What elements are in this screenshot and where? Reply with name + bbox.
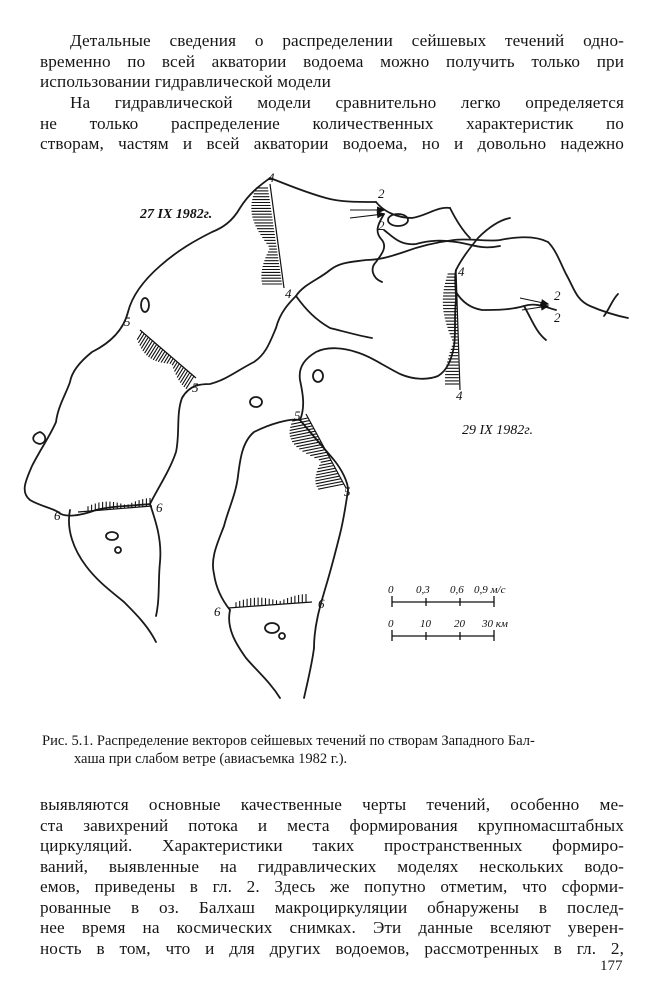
text-line: ваний, выявленные на гидравлических моделях нескольких водо- (40, 856, 624, 876)
section-label: 4 (285, 286, 292, 301)
text-line: временно по всей акватории водоема можно получить только при (40, 51, 624, 71)
text-line: створам, частям и всей акватории водоема, но и довольно надежно (40, 134, 624, 153)
date-label-upper: 27 IX 1982г. (140, 207, 213, 222)
speed-scale (392, 596, 494, 607)
page-number: 177 (600, 958, 623, 974)
section-label: 6 (318, 596, 325, 611)
current-vector (294, 439, 320, 444)
current-vector (176, 365, 182, 374)
section-label: 5 (344, 484, 351, 499)
speed-tick: 0,9 м/с (474, 584, 506, 596)
text-line: емов, приведены в гл. 2. Здесь же попутно отметим, что сформи- (40, 877, 624, 896)
text-line: ста завихрений потока и места формирования крупномасштабных (40, 815, 624, 835)
current-vector (292, 437, 318, 442)
current-vector (179, 369, 186, 380)
current-vector (317, 481, 343, 486)
lake-map-figure (0, 170, 647, 720)
text-line: рованные в оз. Балхаш макроциркуляции обнаружены в послед- (40, 897, 624, 917)
distance-tick: 30 км (482, 618, 508, 630)
second-paragraph (40, 93, 624, 155)
current-vector (318, 466, 334, 469)
current-vector (310, 452, 327, 455)
speed-tick: 0 (388, 584, 394, 596)
bottom-paragraph (40, 795, 624, 959)
text-line: Детальные сведения о распределении сейшевых течений одно- (70, 31, 624, 50)
distance-tick: 10 (420, 618, 431, 630)
section-label: 2 (378, 218, 385, 233)
current-vector (172, 360, 175, 365)
current-vector (141, 337, 148, 348)
current-vector (138, 334, 144, 343)
current-vector (170, 358, 173, 363)
speed-tick: 0,6 (450, 584, 464, 596)
distance-tick: 0 (388, 618, 394, 630)
current-vector (158, 351, 165, 361)
section-label: 4 (268, 170, 275, 185)
figure-caption (42, 732, 622, 768)
section-label: 6 (214, 604, 221, 619)
current-vector (177, 367, 183, 377)
section-label: 2 (378, 186, 385, 201)
text-line: не только распределение количественных характеристик по (40, 113, 624, 133)
section-label: 5 (192, 380, 199, 395)
top-paragraph (40, 31, 624, 93)
section-label: 4 (458, 264, 465, 279)
text-line: использовании гидравлической модели (40, 72, 331, 91)
text-line: На гидравлической модели сравнительно легко определяется (70, 93, 624, 112)
section-label: 6 (156, 500, 163, 515)
section-label: 2 (554, 288, 561, 303)
distance-tick: 20 (454, 618, 465, 630)
section-label: 5 (124, 314, 131, 329)
current-vector (314, 455, 328, 458)
date-label-lower: 29 IX 1982г. (462, 423, 533, 438)
map-lower-outline (213, 420, 300, 610)
text-line: ность в том, что и для других водоемов, рассмотренных в гл. 2, (40, 938, 624, 958)
arrow-head (541, 304, 548, 309)
section-label: 6 (54, 508, 61, 523)
text-line: циркуляций. Характеристики таких пространственных формиро- (40, 836, 624, 855)
current-vector (318, 484, 344, 489)
current-vector (321, 460, 331, 462)
current-vector (319, 458, 330, 460)
caption-line: хаша при слабом ветре (авиасъемка 1982 г.). (74, 751, 348, 767)
current-vector (319, 463, 332, 466)
current-vector (316, 479, 341, 484)
speed-tick: 0,3 (416, 584, 430, 596)
current-vector (140, 336, 146, 346)
section-label: 4 (456, 388, 463, 403)
current-vector (161, 353, 167, 362)
distance-scale (392, 630, 494, 641)
text-line: нее время на космических снимках. Эти данные вселяют уверен- (40, 918, 624, 937)
text-line: выявляются основные качественные черты течений, особенно ме- (40, 795, 624, 814)
map-upper-outline (25, 178, 270, 512)
section-label: 2 (554, 310, 561, 325)
section-label: 5 (294, 408, 301, 423)
caption-line: Рис. 5.1. Распределение векторов сейшевых течений по створам Западного Бал- (42, 733, 535, 749)
